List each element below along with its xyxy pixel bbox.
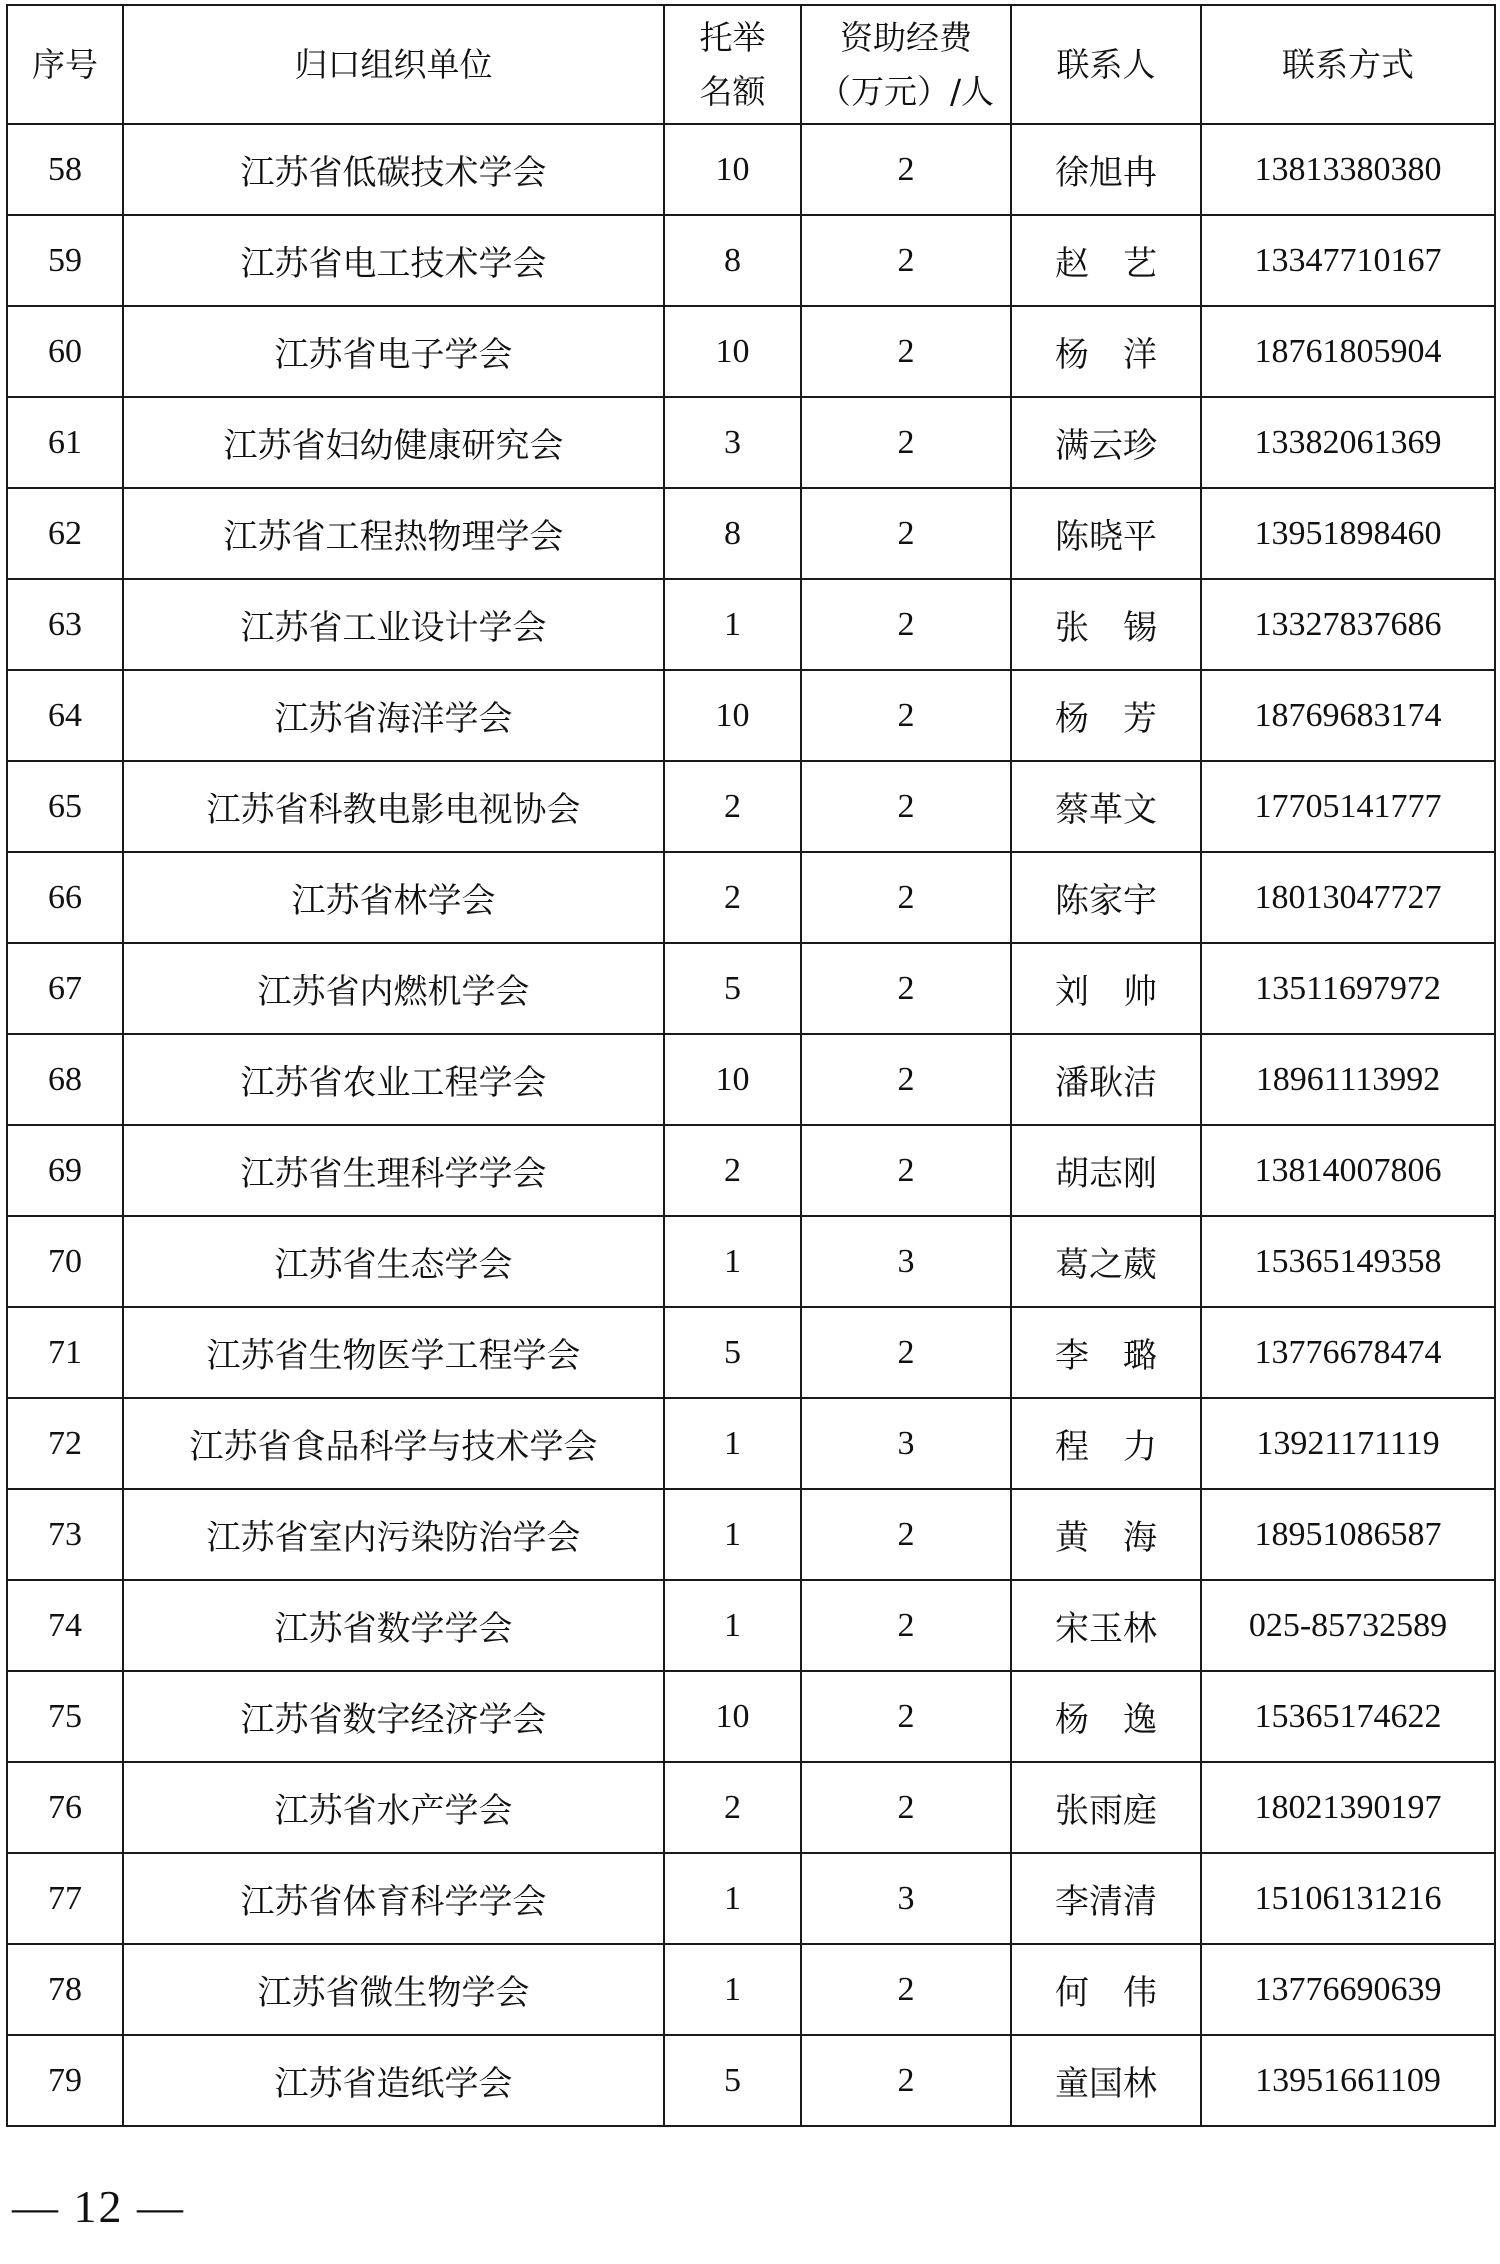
cell-org: 江苏省微生物学会 xyxy=(123,1944,664,2035)
cell-seq: 70 xyxy=(7,1216,123,1307)
cell-quota: 1 xyxy=(664,1944,801,2035)
cell-seq: 66 xyxy=(7,852,123,943)
cell-phone: 13776678474 xyxy=(1201,1307,1495,1398)
cell-org: 江苏省内燃机学会 xyxy=(123,943,664,1034)
cell-funding: 2 xyxy=(801,579,1011,670)
cell-org: 江苏省生理科学学会 xyxy=(123,1125,664,1216)
cell-seq: 72 xyxy=(7,1398,123,1489)
cell-funding: 2 xyxy=(801,2035,1011,2126)
header-funding-line2: （万元）/人 xyxy=(817,71,995,111)
cell-funding: 2 xyxy=(801,943,1011,1034)
cell-quota: 8 xyxy=(664,488,801,579)
cell-contact: 程 力 xyxy=(1011,1398,1201,1489)
cell-funding: 3 xyxy=(801,1216,1011,1307)
cell-funding: 2 xyxy=(801,1944,1011,2035)
cell-phone: 18013047727 xyxy=(1201,852,1495,943)
cell-phone: 13921171119 xyxy=(1201,1398,1495,1489)
cell-quota: 2 xyxy=(664,852,801,943)
table-row xyxy=(7,852,1495,943)
cell-funding: 2 xyxy=(801,1125,1011,1216)
cell-contact: 葛之葳 xyxy=(1011,1216,1201,1307)
table-row xyxy=(7,488,1495,579)
cell-contact: 何 伟 xyxy=(1011,1944,1201,2035)
cell-seq: 68 xyxy=(7,1034,123,1125)
cell-seq: 59 xyxy=(7,215,123,306)
table-row xyxy=(7,1216,1495,1307)
cell-org: 江苏省妇幼健康研究会 xyxy=(123,397,664,488)
cell-contact: 陈家宇 xyxy=(1011,852,1201,943)
cell-contact: 黄 海 xyxy=(1011,1489,1201,1580)
cell-funding: 2 xyxy=(801,852,1011,943)
cell-contact: 杨 逸 xyxy=(1011,1671,1201,1762)
cell-phone: 18961113992 xyxy=(1201,1034,1495,1125)
table-row xyxy=(7,124,1495,215)
header-contact: 联系人 xyxy=(1011,5,1201,124)
cell-quota: 1 xyxy=(664,1580,801,1671)
cell-funding: 2 xyxy=(801,670,1011,761)
cell-phone: 13511697972 xyxy=(1201,943,1495,1034)
cell-seq: 60 xyxy=(7,306,123,397)
cell-quota: 2 xyxy=(664,1762,801,1853)
cell-phone: 13813380380 xyxy=(1201,124,1495,215)
cell-org: 江苏省海洋学会 xyxy=(123,670,664,761)
table-row xyxy=(7,397,1495,488)
cell-org: 江苏省低碳技术学会 xyxy=(123,124,664,215)
cell-phone: 15365174622 xyxy=(1201,1671,1495,1762)
cell-quota: 1 xyxy=(664,579,801,670)
cell-quota: 2 xyxy=(664,761,801,852)
cell-contact: 胡志刚 xyxy=(1011,1125,1201,1216)
cell-seq: 62 xyxy=(7,488,123,579)
table-body xyxy=(7,124,1495,2126)
table-row xyxy=(7,1762,1495,1853)
cell-phone: 18761805904 xyxy=(1201,306,1495,397)
organization-table xyxy=(6,4,1496,2127)
cell-org: 江苏省工程热物理学会 xyxy=(123,488,664,579)
cell-quota: 10 xyxy=(664,306,801,397)
table-row xyxy=(7,1580,1495,1671)
cell-phone: 17705141777 xyxy=(1201,761,1495,852)
header-quota xyxy=(664,5,801,124)
table-row xyxy=(7,1398,1495,1489)
cell-seq: 63 xyxy=(7,579,123,670)
cell-seq: 78 xyxy=(7,1944,123,2035)
cell-seq: 75 xyxy=(7,1671,123,1762)
cell-seq: 61 xyxy=(7,397,123,488)
table-row xyxy=(7,1671,1495,1762)
cell-contact: 李 璐 xyxy=(1011,1307,1201,1398)
cell-org: 江苏省农业工程学会 xyxy=(123,1034,664,1125)
cell-funding: 2 xyxy=(801,1580,1011,1671)
cell-phone: 15365149358 xyxy=(1201,1216,1495,1307)
cell-contact: 童国林 xyxy=(1011,2035,1201,2126)
cell-phone: 13951661109 xyxy=(1201,2035,1495,2126)
cell-seq: 73 xyxy=(7,1489,123,1580)
table-row xyxy=(7,579,1495,670)
cell-quota: 10 xyxy=(664,1034,801,1125)
cell-quota: 10 xyxy=(664,670,801,761)
cell-contact: 满云珍 xyxy=(1011,397,1201,488)
cell-contact: 杨 芳 xyxy=(1011,670,1201,761)
table-row xyxy=(7,761,1495,852)
table-row xyxy=(7,306,1495,397)
cell-org: 江苏省数学学会 xyxy=(123,1580,664,1671)
cell-org: 江苏省室内污染防治学会 xyxy=(123,1489,664,1580)
header-seq: 序号 xyxy=(7,5,123,124)
cell-phone: 025-85732589 xyxy=(1201,1580,1495,1671)
cell-seq: 79 xyxy=(7,2035,123,2126)
header-funding-line1: 资助经费 xyxy=(840,17,972,57)
cell-quota: 1 xyxy=(664,1489,801,1580)
cell-funding: 2 xyxy=(801,488,1011,579)
cell-phone: 13347710167 xyxy=(1201,215,1495,306)
cell-phone: 15106131216 xyxy=(1201,1853,1495,1944)
cell-quota: 10 xyxy=(664,124,801,215)
cell-funding: 2 xyxy=(801,1671,1011,1762)
cell-funding: 2 xyxy=(801,306,1011,397)
cell-phone: 18951086587 xyxy=(1201,1489,1495,1580)
cell-contact: 潘耿洁 xyxy=(1011,1034,1201,1125)
cell-seq: 74 xyxy=(7,1580,123,1671)
cell-org: 江苏省食品科学与技术学会 xyxy=(123,1398,664,1489)
cell-seq: 58 xyxy=(7,124,123,215)
header-quota-line1: 托举 xyxy=(699,17,766,57)
cell-org: 江苏省生物医学工程学会 xyxy=(123,1307,664,1398)
cell-org: 江苏省体育科学学会 xyxy=(123,1853,664,1944)
cell-funding: 2 xyxy=(801,1489,1011,1580)
cell-quota: 10 xyxy=(664,1671,801,1762)
cell-org: 江苏省电子学会 xyxy=(123,306,664,397)
cell-funding: 2 xyxy=(801,1762,1011,1853)
cell-phone: 13951898460 xyxy=(1201,488,1495,579)
table-row xyxy=(7,1034,1495,1125)
cell-contact: 张雨庭 xyxy=(1011,1762,1201,1853)
cell-phone: 13814007806 xyxy=(1201,1125,1495,1216)
cell-phone: 13776690639 xyxy=(1201,1944,1495,2035)
cell-funding: 2 xyxy=(801,761,1011,852)
cell-org: 江苏省生态学会 xyxy=(123,1216,664,1307)
cell-funding: 2 xyxy=(801,1034,1011,1125)
table-row xyxy=(7,2035,1495,2126)
cell-quota: 1 xyxy=(664,1216,801,1307)
cell-quota: 5 xyxy=(664,1307,801,1398)
table-row xyxy=(7,670,1495,761)
cell-phone: 18021390197 xyxy=(1201,1762,1495,1853)
cell-org: 江苏省水产学会 xyxy=(123,1762,664,1853)
cell-org: 江苏省造纸学会 xyxy=(123,2035,664,2126)
cell-contact: 宋玉林 xyxy=(1011,1580,1201,1671)
cell-org: 江苏省数字经济学会 xyxy=(123,1671,664,1762)
cell-phone: 18769683174 xyxy=(1201,670,1495,761)
cell-quota: 5 xyxy=(664,943,801,1034)
cell-quota: 2 xyxy=(664,1125,801,1216)
cell-funding: 3 xyxy=(801,1853,1011,1944)
cell-contact: 杨 洋 xyxy=(1011,306,1201,397)
table-row xyxy=(7,1307,1495,1398)
cell-phone: 13382061369 xyxy=(1201,397,1495,488)
cell-org: 江苏省电工技术学会 xyxy=(123,215,664,306)
header-phone: 联系方式 xyxy=(1201,5,1495,124)
table-row xyxy=(7,1853,1495,1944)
cell-quota: 1 xyxy=(664,1853,801,1944)
header-org: 归口组织单位 xyxy=(123,5,664,124)
cell-seq: 69 xyxy=(7,1125,123,1216)
cell-contact: 刘 帅 xyxy=(1011,943,1201,1034)
cell-org: 江苏省林学会 xyxy=(123,852,664,943)
cell-phone: 13327837686 xyxy=(1201,579,1495,670)
cell-quota: 8 xyxy=(664,215,801,306)
cell-contact: 赵 艺 xyxy=(1011,215,1201,306)
cell-seq: 76 xyxy=(7,1762,123,1853)
cell-quota: 3 xyxy=(664,397,801,488)
cell-seq: 67 xyxy=(7,943,123,1034)
table-row xyxy=(7,1944,1495,2035)
table-row xyxy=(7,943,1495,1034)
page-number: — 12 — xyxy=(12,2181,185,2232)
header-funding xyxy=(801,5,1011,124)
cell-contact: 李清清 xyxy=(1011,1853,1201,1944)
header-row xyxy=(7,5,1495,124)
header-quota-line2: 名额 xyxy=(699,71,766,111)
table-row xyxy=(7,215,1495,306)
cell-funding: 2 xyxy=(801,215,1011,306)
cell-quota: 5 xyxy=(664,2035,801,2126)
cell-funding: 2 xyxy=(801,1307,1011,1398)
cell-org: 江苏省工业设计学会 xyxy=(123,579,664,670)
cell-contact: 张 锡 xyxy=(1011,579,1201,670)
cell-seq: 64 xyxy=(7,670,123,761)
cell-funding: 3 xyxy=(801,1398,1011,1489)
cell-seq: 65 xyxy=(7,761,123,852)
cell-funding: 2 xyxy=(801,124,1011,215)
table-row xyxy=(7,1125,1495,1216)
cell-contact: 徐旭冉 xyxy=(1011,124,1201,215)
cell-quota: 1 xyxy=(664,1398,801,1489)
cell-seq: 77 xyxy=(7,1853,123,1944)
cell-funding: 2 xyxy=(801,397,1011,488)
cell-org: 江苏省科教电影电视协会 xyxy=(123,761,664,852)
cell-contact: 陈晓平 xyxy=(1011,488,1201,579)
cell-contact: 蔡革文 xyxy=(1011,761,1201,852)
table-row xyxy=(7,1489,1495,1580)
cell-seq: 71 xyxy=(7,1307,123,1398)
